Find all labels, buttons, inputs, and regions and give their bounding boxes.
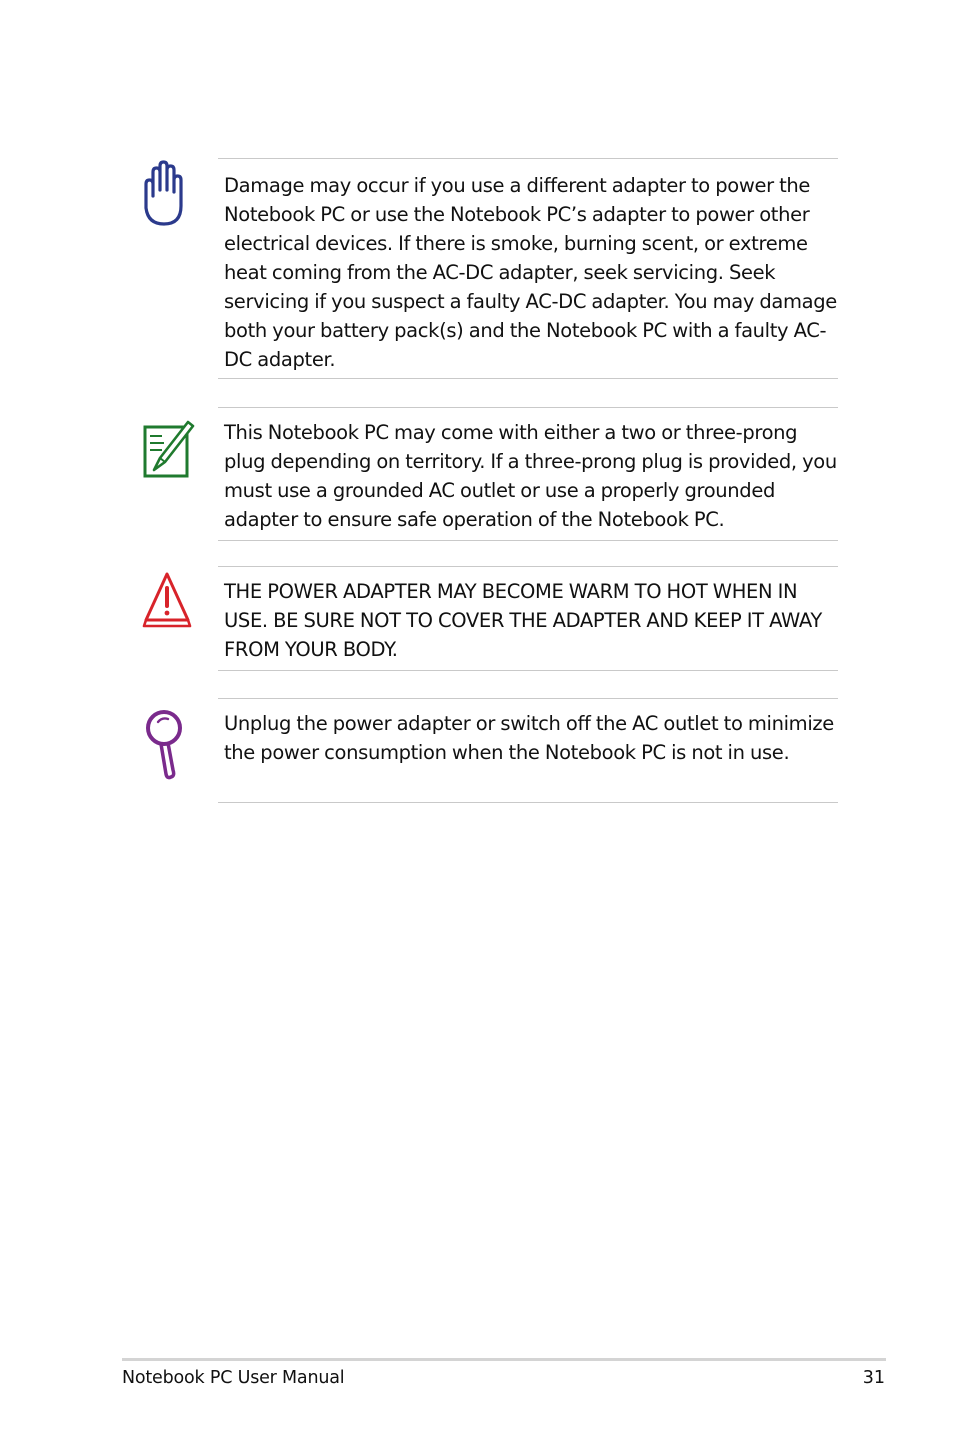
information-note-text: This Notebook PC may come with either a two or three-prong plug depending on territory. If a three-prong plug is provided, you must use a grounded AC outlet or use a properly grounded adapter to ensure safe operation of the Notebook PC.	[224, 421, 837, 531]
tip-note	[218, 698, 838, 803]
warning-triangle-icon	[140, 570, 194, 632]
information-note	[218, 407, 838, 541]
footer-page-number: 31	[862, 1368, 885, 1388]
notepad-pen-icon	[140, 418, 196, 480]
footer-manual-title: Notebook PC User Manual	[122, 1368, 345, 1388]
magnifier-icon	[142, 708, 186, 782]
raised-hand-icon	[138, 160, 190, 230]
caution-note	[218, 566, 838, 671]
warning-note-text: Damage may occur if you use a different adapter to power the Notebook PC or use the Notebook PC’s adapter to power other electrical devices. If there is smoke, burning scent, or extreme heat coming from the AC-DC adapter, seek servicing. Seek servicing if you suspect a faulty AC-DC adapter. You may damage both your battery pack(s) and the Notebook PC with a faulty AC-DC adapter.	[224, 174, 837, 371]
warning-note	[218, 158, 838, 379]
tip-note-text: Unplug the power adapter or switch off the AC outlet to minimize the power consumption when the Notebook PC is not in use.	[224, 712, 834, 764]
footer-divider	[122, 1358, 886, 1361]
caution-note-text: THE POWER ADAPTER MAY BECOME WARM TO HOT WHEN IN USE. BE SURE NOT TO COVER THE ADAPTER AND KEEP IT AWAY FROM YOUR BODY.	[224, 580, 822, 661]
